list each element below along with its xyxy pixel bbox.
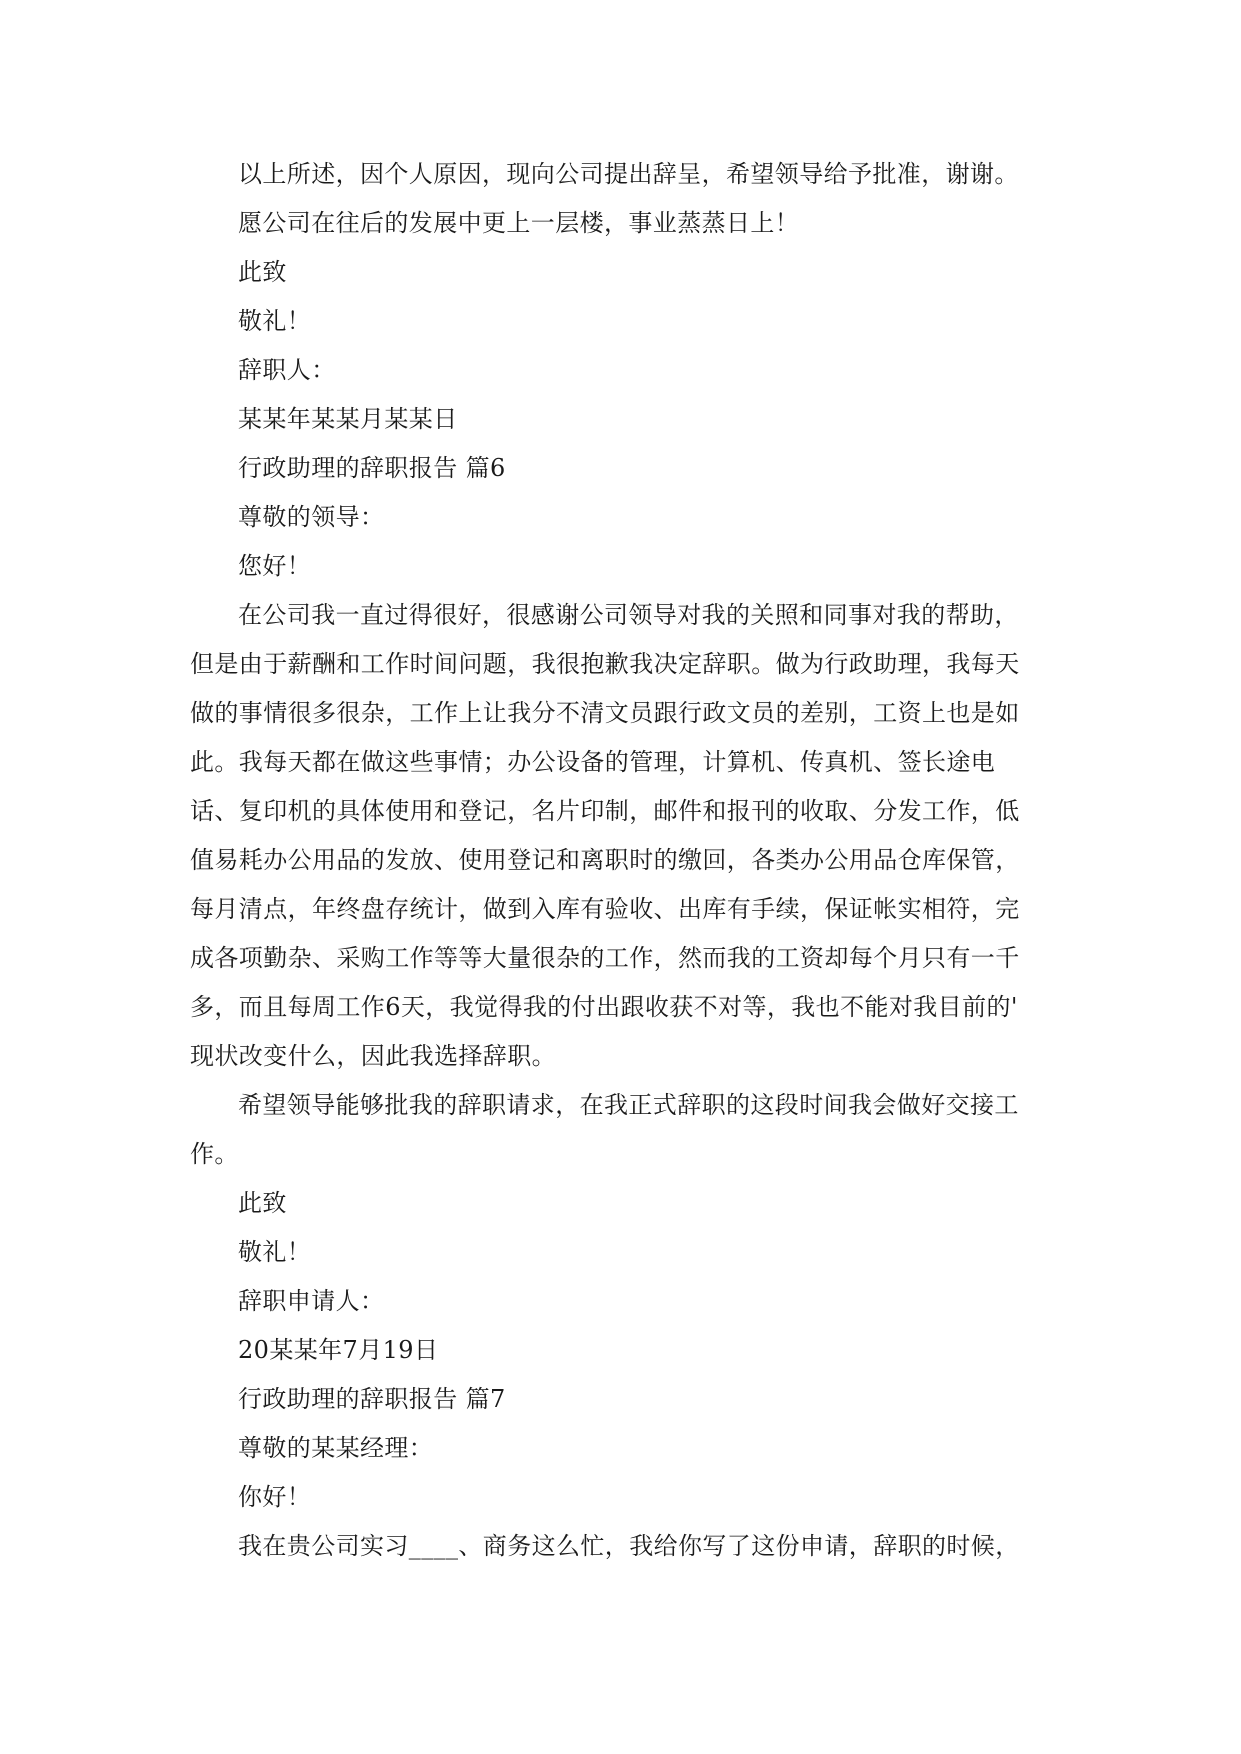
paragraph-line: 但是由于薪酬和工作时间问题，我很抱歉我决定辞职。做为行政助理，我每天 xyxy=(190,650,1020,678)
paragraph-line: 多，而且每周工作6天，我觉得我的付出跟收获不对等，我也不能对我目前的' xyxy=(190,993,1018,1021)
document-body xyxy=(190,150,1050,1571)
text-line: 以上所述，因个人原因，现向公司提出辞呈，希望领导给予批准，谢谢。 xyxy=(238,160,1019,188)
paragraph-line: 成各项勤杂、采购工作等等大量很杂的工作，然而我的工资却每个月只有一千 xyxy=(190,944,1020,972)
greeting: 您好！ xyxy=(238,552,312,580)
text-line: 某某年某某月某某日 xyxy=(238,405,458,433)
date-line: 20某某年7月19日 xyxy=(238,1336,439,1364)
text-line: 辞职人： xyxy=(238,356,336,384)
text-line: 愿公司在往后的发展中更上一层楼，事业蒸蒸日上！ xyxy=(238,209,800,237)
text-line: 辞职申请人： xyxy=(238,1287,385,1315)
salutation: 尊敬的领导： xyxy=(238,503,385,531)
section-heading: 行政助理的辞职报告 篇6 xyxy=(238,454,506,482)
paragraph-line: 每月清点，年终盘存统计，做到入库有验收、出库有手续，保证帐实相符，完 xyxy=(190,895,1020,923)
greeting: 你好！ xyxy=(238,1483,312,1511)
salutation: 尊敬的某某经理： xyxy=(238,1434,434,1462)
paragraph-line: 值易耗办公用品的发放、使用登记和离职时的缴回，各类办公用品仓库保管， xyxy=(190,846,1020,874)
paragraph-line: 做的事情很多很杂，工作上让我分不清文员跟行政文员的差别，工资上也是如 xyxy=(190,699,1020,727)
paragraph-line: 在公司我一直过得很好，很感谢公司领导对我的关照和同事对我的帮助， xyxy=(238,601,1019,629)
text-line: 此致 xyxy=(238,258,287,286)
paragraph-line: 我在贵公司实习____、商务这么忙，我给你写了这份申请，辞职的时候， xyxy=(238,1532,1020,1560)
paragraph-line: 作。 xyxy=(190,1140,239,1168)
paragraph-line: 此。我每天都在做这些事情；办公设备的管理，计算机、传真机、签长途电 xyxy=(190,748,996,776)
text-line: 敬礼！ xyxy=(238,1238,312,1266)
text-line: 敬礼！ xyxy=(238,307,312,335)
paragraph-line: 话、复印机的具体使用和登记，名片印制，邮件和报刊的收取、分发工作，低 xyxy=(190,797,1020,825)
text-line: 此致 xyxy=(238,1189,287,1217)
paragraph-line: 希望领导能够批我的辞职请求，在我正式辞职的这段时间我会做好交接工 xyxy=(238,1091,1019,1119)
section-heading: 行政助理的辞职报告 篇7 xyxy=(238,1385,506,1413)
paragraph-line: 现状改变什么，因此我选择辞职。 xyxy=(190,1042,556,1070)
